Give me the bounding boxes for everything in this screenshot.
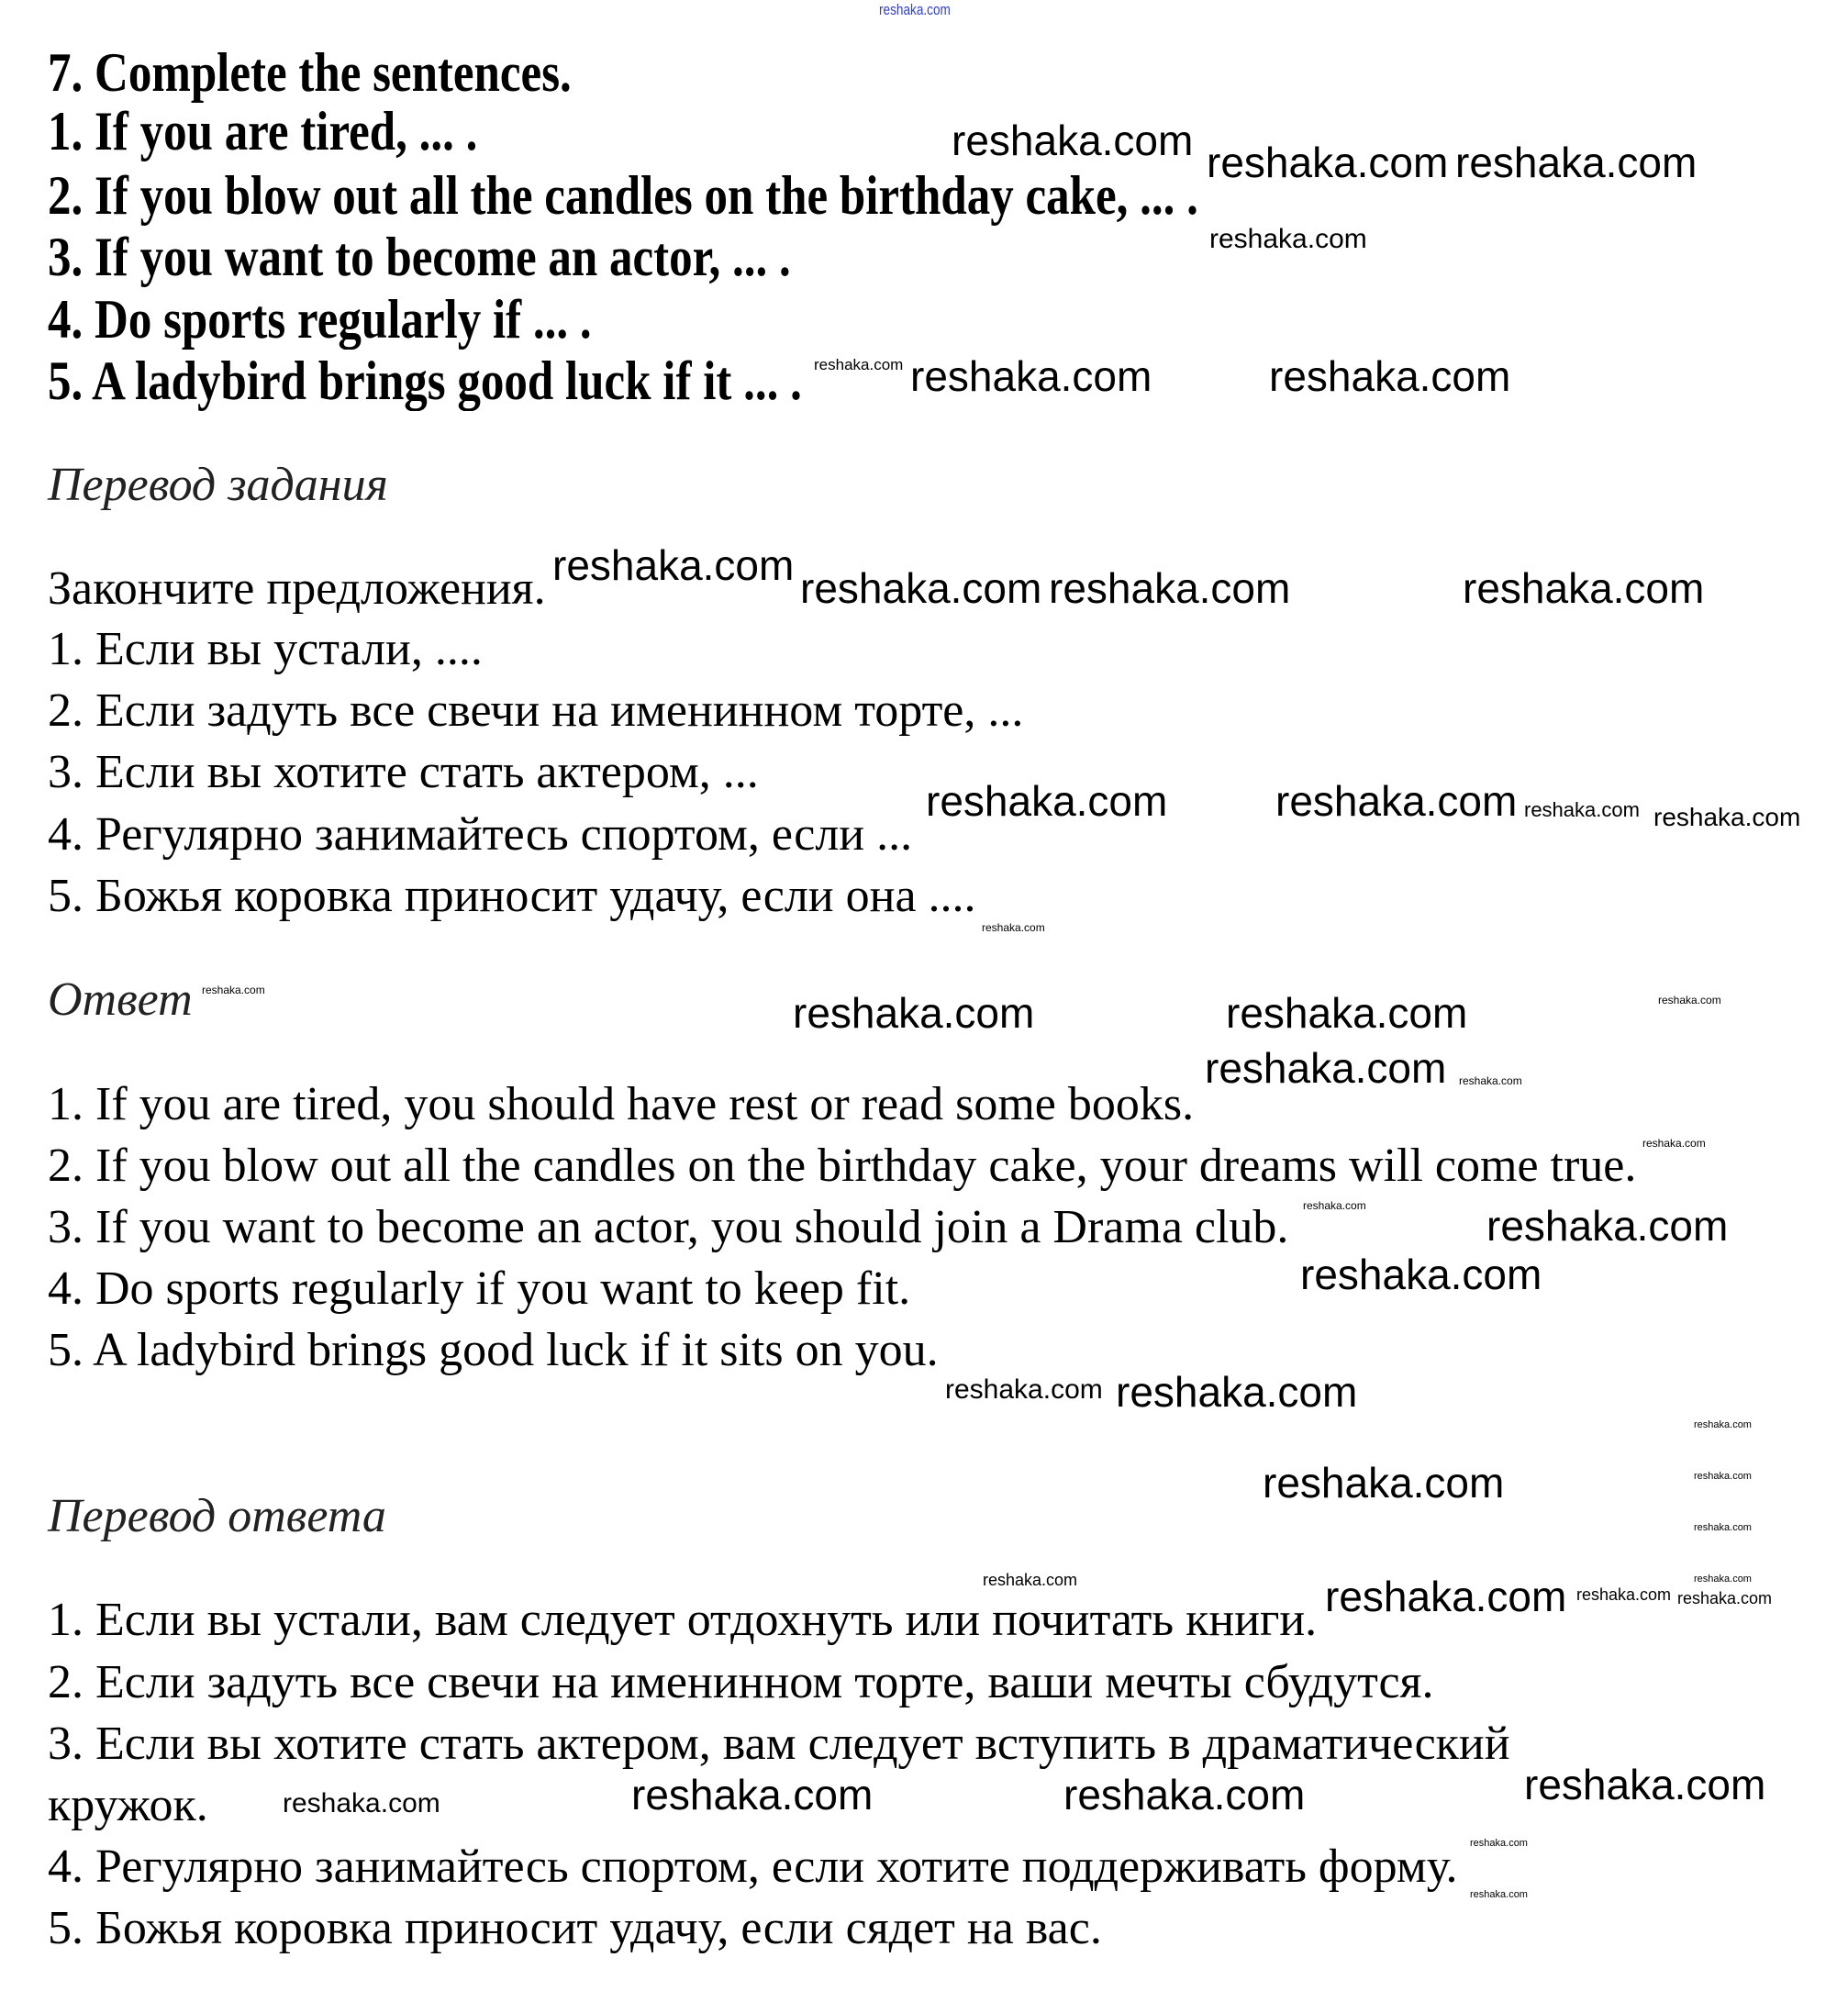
watermark: reshaka.com [1207, 139, 1449, 186]
exercise-item: 4. Do sports regularly if ... . [48, 289, 592, 350]
answer-translation-item: 3. Если вы хотите стать актером, вам следует вступить в драматический [48, 1718, 1510, 1770]
exercise-item: 5. A ladybird brings good luck if it ... . [48, 350, 802, 411]
task-translation-item: 1. Если вы устали, .... [48, 623, 483, 675]
task-translation-title: Закончите предложения. [48, 562, 546, 615]
answer-item: 4. Do sports regularly if you want to keep fit. [48, 1262, 911, 1315]
watermark: reshaka.com [1463, 564, 1705, 612]
watermark: reshaka.com [1116, 1368, 1358, 1416]
watermark: reshaka.com [1658, 994, 1721, 1006]
watermark: reshaka.com [283, 1788, 440, 1818]
watermark: reshaka.com [1524, 798, 1640, 821]
watermark: reshaka.com [1303, 1199, 1366, 1212]
watermark: reshaka.com [1694, 1419, 1752, 1430]
watermark: reshaka.com [1325, 1573, 1567, 1620]
watermark: reshaka.com [945, 1374, 1103, 1405]
watermark: reshaka.com [1470, 1838, 1528, 1849]
watermark: reshaka.com [1455, 139, 1698, 186]
task-translation-item: 2. Если задуть все свечи на именинном торте, ... [48, 684, 1024, 737]
watermark: reshaka.com [1049, 564, 1291, 612]
exercise-item: 1. If you are tired, ... . [48, 101, 478, 161]
watermark: reshaka.com [1269, 352, 1511, 400]
watermark: reshaka.com [1524, 1761, 1766, 1808]
exercise-item: 2. If you blow out all the candles on the birthday cake, ... . [48, 165, 1198, 226]
watermark: reshaka.com [910, 352, 1152, 400]
top-watermark: reshaka.com [879, 1, 951, 18]
watermark: reshaka.com [1205, 1044, 1447, 1092]
answer-translation-item: 2. Если задуть все свечи на именинном торте, ваши мечты сбудутся. [48, 1656, 1434, 1708]
watermark: reshaka.com [202, 984, 265, 996]
watermark: reshaka.com [1677, 1589, 1773, 1607]
task-translation-item: 4. Регулярно занимайтесь спортом, если ... [48, 808, 913, 861]
watermark: reshaka.com [1642, 1137, 1706, 1150]
exercise-title: 7. Complete the sentences. [48, 42, 572, 103]
watermark: reshaka.com [1226, 989, 1468, 1037]
task-translation-item: 5. Божья коровка приносит удачу, если она .... [48, 870, 976, 922]
watermark: reshaka.com [982, 921, 1045, 934]
task-translation-item: 3. Если вы хотите стать актером, ... [48, 746, 759, 798]
watermark: reshaka.com [1694, 1574, 1752, 1585]
watermark: reshaka.com [1576, 1585, 1672, 1604]
answer-translation-heading: Перевод ответа [48, 1490, 386, 1542]
watermark: reshaka.com [926, 777, 1168, 825]
watermark: reshaka.com [1300, 1251, 1542, 1298]
answer-item: 1. If you are tired, you should have rest or read some books. [48, 1078, 1195, 1130]
exercise-item: 3. If you want to become an actor, ... . [48, 227, 791, 287]
watermark: reshaka.com [1459, 1074, 1522, 1087]
watermark: reshaka.com [793, 989, 1035, 1037]
watermark: reshaka.com [1486, 1202, 1729, 1250]
answer-item: 5. A ladybird brings good luck if it sits on you. [48, 1324, 939, 1376]
watermark: reshaka.com [1209, 224, 1367, 254]
watermark: reshaka.com [1653, 803, 1801, 831]
watermark: reshaka.com [1694, 1522, 1752, 1533]
answer-translation-item: 4. Регулярно занимайтесь спортом, если хотите поддерживать форму. [48, 1841, 1458, 1893]
answer-heading: Ответ [48, 973, 193, 1026]
watermark: reshaka.com [552, 541, 795, 589]
watermark: reshaka.com [631, 1771, 874, 1818]
watermark: reshaka.com [1063, 1771, 1306, 1818]
watermark: reshaka.com [1263, 1459, 1505, 1507]
watermark: reshaka.com [1694, 1471, 1752, 1482]
watermark: reshaka.com [983, 1571, 1078, 1589]
watermark: reshaka.com [800, 564, 1042, 612]
watermark: reshaka.com [1470, 1889, 1528, 1900]
watermark: reshaka.com [814, 356, 904, 373]
watermark: reshaka.com [1275, 777, 1518, 825]
answer-translation-item: кружок. [48, 1779, 208, 1831]
answer-translation-item: 5. Божья коровка приносит удачу, если сядет на вас. [48, 1902, 1102, 1954]
watermark: reshaka.com [952, 117, 1194, 164]
answer-item: 3. If you want to become an actor, you should join a Drama club. [48, 1201, 1289, 1253]
answer-item: 2. If you blow out all the candles on the birthday cake, your dreams will come true. [48, 1140, 1637, 1192]
task-translation-heading: Перевод задания [48, 459, 388, 511]
answer-translation-item: 1. Если вы устали, вам следует отдохнуть или почитать книги. [48, 1594, 1318, 1646]
